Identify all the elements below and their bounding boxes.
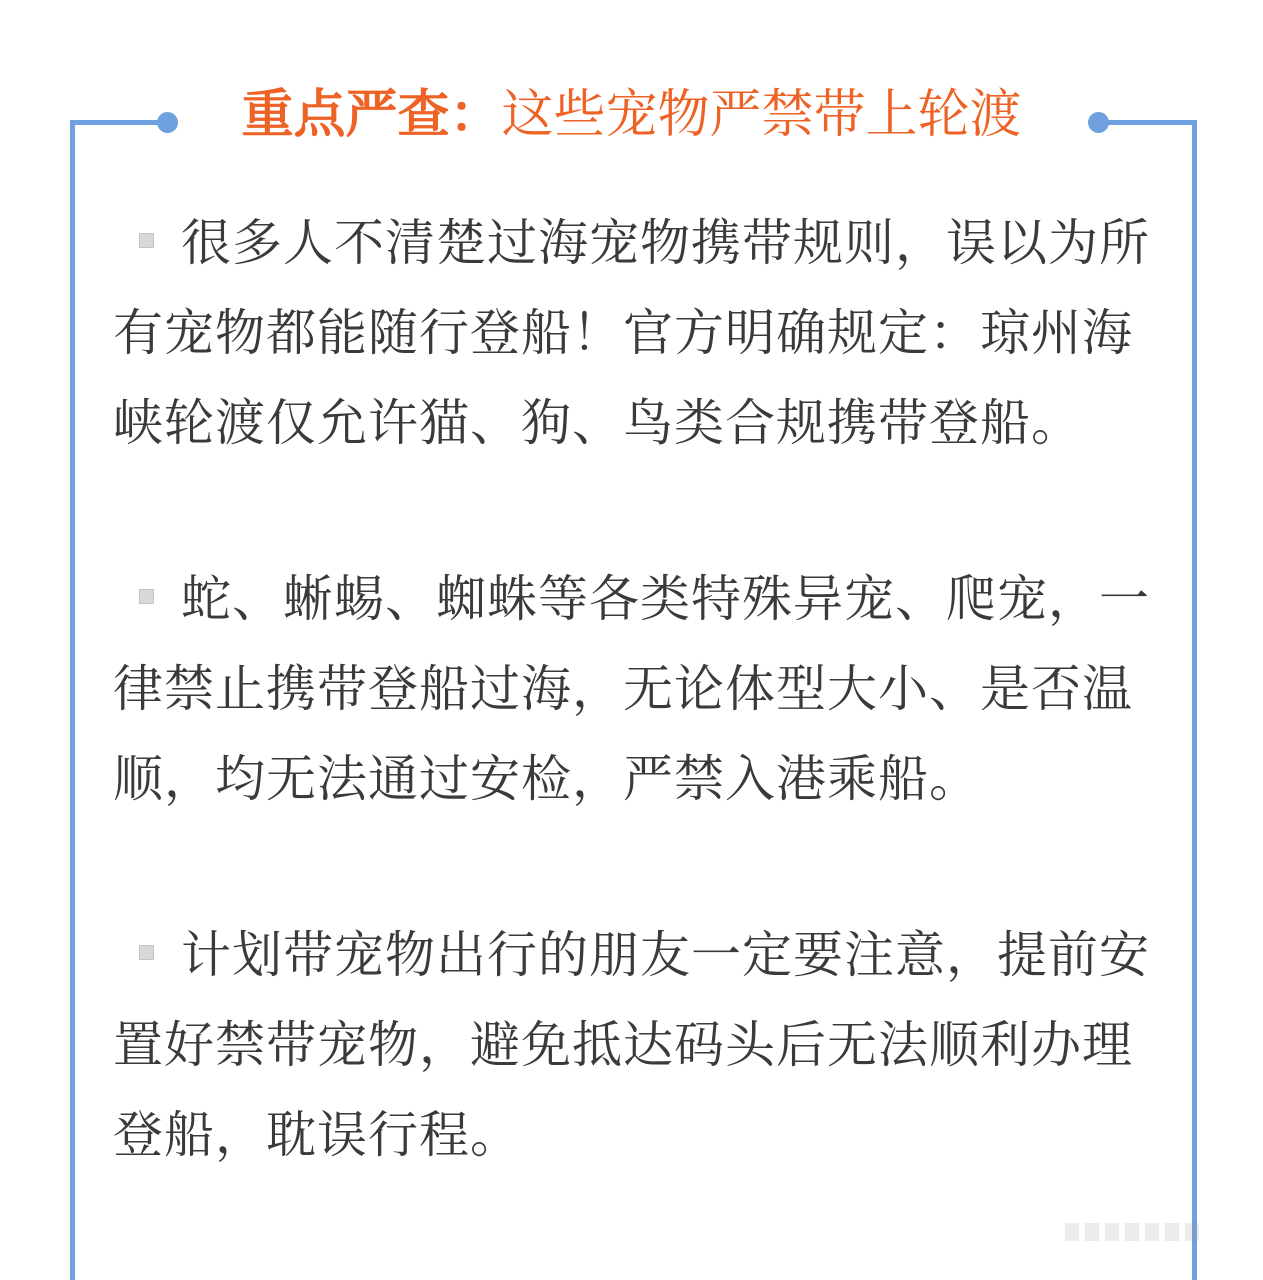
section-heading xyxy=(180,80,1083,150)
paragraph-3 xyxy=(113,910,1158,1180)
square-bullet-icon xyxy=(139,589,154,604)
paragraph-text: 计划带宠物出行的朋友一定要注意，提前安置好禁带宠物，避免抵达码头后无法顺利办理登船，耽误行程。 xyxy=(113,926,1150,1164)
paragraph-2 xyxy=(113,554,1158,824)
heading-key: 重点严查： xyxy=(241,85,502,145)
square-bullet-icon xyxy=(139,233,154,248)
header-dot-left xyxy=(157,112,178,133)
heading-rest: 这些宠物严禁带上轮渡 xyxy=(501,85,1022,145)
content-body xyxy=(113,198,1158,1180)
paragraph-text: 很多人不清楚过海宠物携带规则，误以为所有宠物都能随行登船！官方明确规定：琼州海峡轮渡仅允许猫、狗、鸟类合规携带登船。 xyxy=(113,214,1150,452)
paragraph-1 xyxy=(113,198,1158,468)
paragraph-text: 蛇、蜥蜴、蜘蛛等各类特殊异宠、爬宠，一律禁止携带登船过海，无论体型大小、是否温顺，均无法通过安检，严禁入港乘船。 xyxy=(113,570,1150,808)
square-bullet-icon xyxy=(139,945,154,960)
header-rule-left xyxy=(70,120,170,125)
header-dot-right xyxy=(1088,112,1109,133)
header-rule-right xyxy=(1097,120,1197,125)
watermark-icon xyxy=(1063,1219,1203,1245)
